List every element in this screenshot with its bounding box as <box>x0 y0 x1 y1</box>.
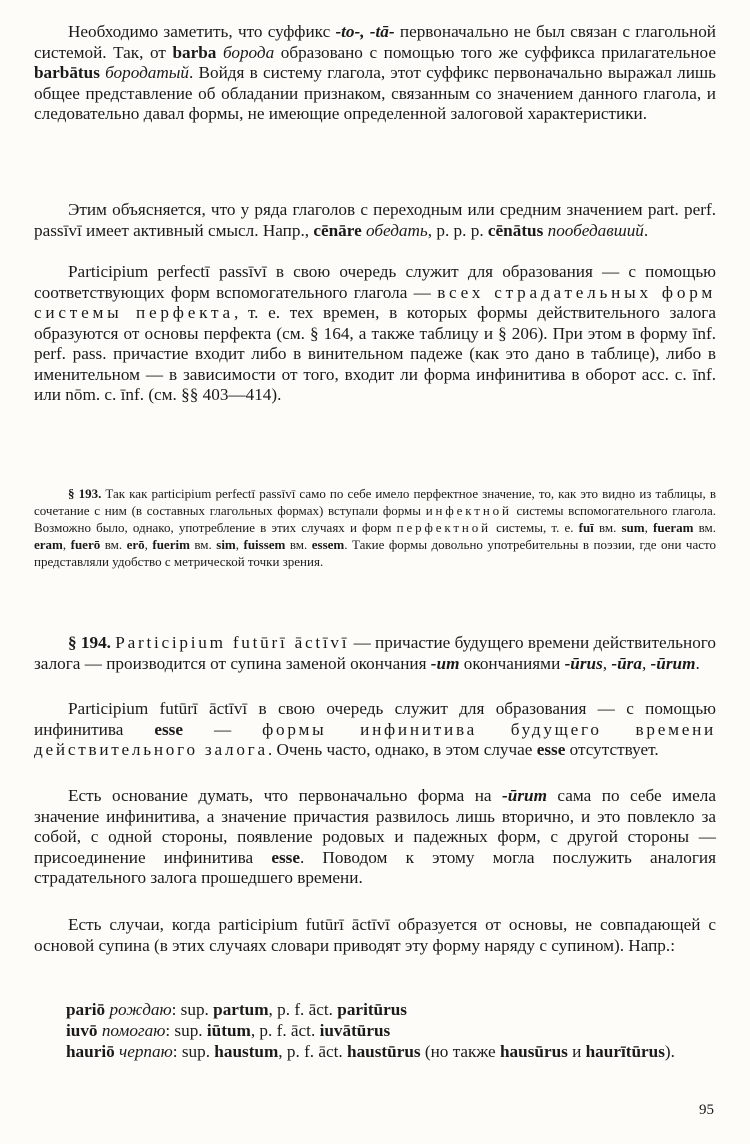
example-pario: pariō рождаю: sup. partum, p. f. āct. paritūrus <box>66 1000 407 1019</box>
paragraph-perfect-passive: Participium perfectī passīvī в свою очередь служит для образования — с помощью соответствующих форм вспомогательного глагола — всех страдательных форм системы перфекта, т. е. тех времен, в которых формы действительного залога образуются от основы перфекта (см. § 164, а также таблицу и § 206). При этом в форму īnf. perf. pass. причастие входит либо в винительном падеже (как это дано в таблице), либо в именительном — в зависимости от того, входит ли форма инфинитива в оборот acc. c. īnf. или nōm. c. īnf. (см. §§ 403—414). <box>34 262 717 404</box>
section-194: § 194. Participium futūrī āctīvī — причастие будущего времени действительного залога — производится от супина заменой окончания -um окончаниями -ūrus, -ūra, -ūrum. <box>34 633 717 673</box>
paragraph-future-infinitive: Participium futūrī āctīvī в свою очередь служит для образования — с помощью инфинитива esse — формы инфинитива будущего времени действительного залога. Очень часто, однако, в этом случае esse отсутствует. <box>34 699 716 759</box>
example-iuvo: iuvō помогаю: sup. iūtum, p. f. āct. iuvātūrus <box>66 1021 391 1040</box>
example-haurio: hauriō черпаю: sup. haustum, p. f. āct. haustūrus (но также hausūrus и haurītūrus). <box>66 1042 675 1061</box>
page-number: 95 <box>699 1102 714 1118</box>
paragraph-urum-origin: Есть основание думать, что первоначально форма на -ūrum сама по себе имела значение инфинитива, а значение причастия развилось лишь вторично, и это повлекло за собой, с одной стороны, появление родовых и падежных форм, с другой стороны — присоединение инфинитива esse. Поводом к этому могла послужить аналогия страдательного залога прошедшего времени. <box>34 786 717 887</box>
paragraph-exceptions: Есть случаи, когда participium futūrī āctīvī образуется от основы, не совпадающей с основой супина (в этих случаях словари приводят эту форму наряду с супином). Напр.: <box>34 915 716 955</box>
paragraph-active-meaning: Этим объясняется, что у ряда глаголов с переходным или средним значением part. perf. passīvī имеет активный смысл. Напр., cēnāre обедать, p. p. p. cēnātus пообедавший. <box>34 200 716 240</box>
paragraph-suffix: Необходимо заметить, что суффикс -to-, -tā- первоначально не был связан с глагольной системой. Так, от barba борода образовано с помощью того же суффикса прилагательное barbātus бородатый. Войдя в систему глагола, этот суффикс первоначально выражал лишь общее представление об обладании признаком, связанным со значением данного глагола, и следовательно давал формы, не имеющие определенной залоговой характеристики. <box>34 22 717 123</box>
section-193: § 193. Так как participium perfectī passīvī само по себе имело перфектное значение, то, как это видно из таблицы, в сочетание с ним (в составных глагольных формах) вступали формы инфектной системы вспомогательного глагола. Возможно было, однако, употребление в этих случаях и форм перфектной системы, т. е. fuī вм. sum, fueram вм. eram, fuerō вм. erō, fuerim вм. sim, fuissem вм. essem. Такие формы довольно употребительны в поэзии, где они часто представляли удобство с метрической точки зрения. <box>34 486 717 569</box>
